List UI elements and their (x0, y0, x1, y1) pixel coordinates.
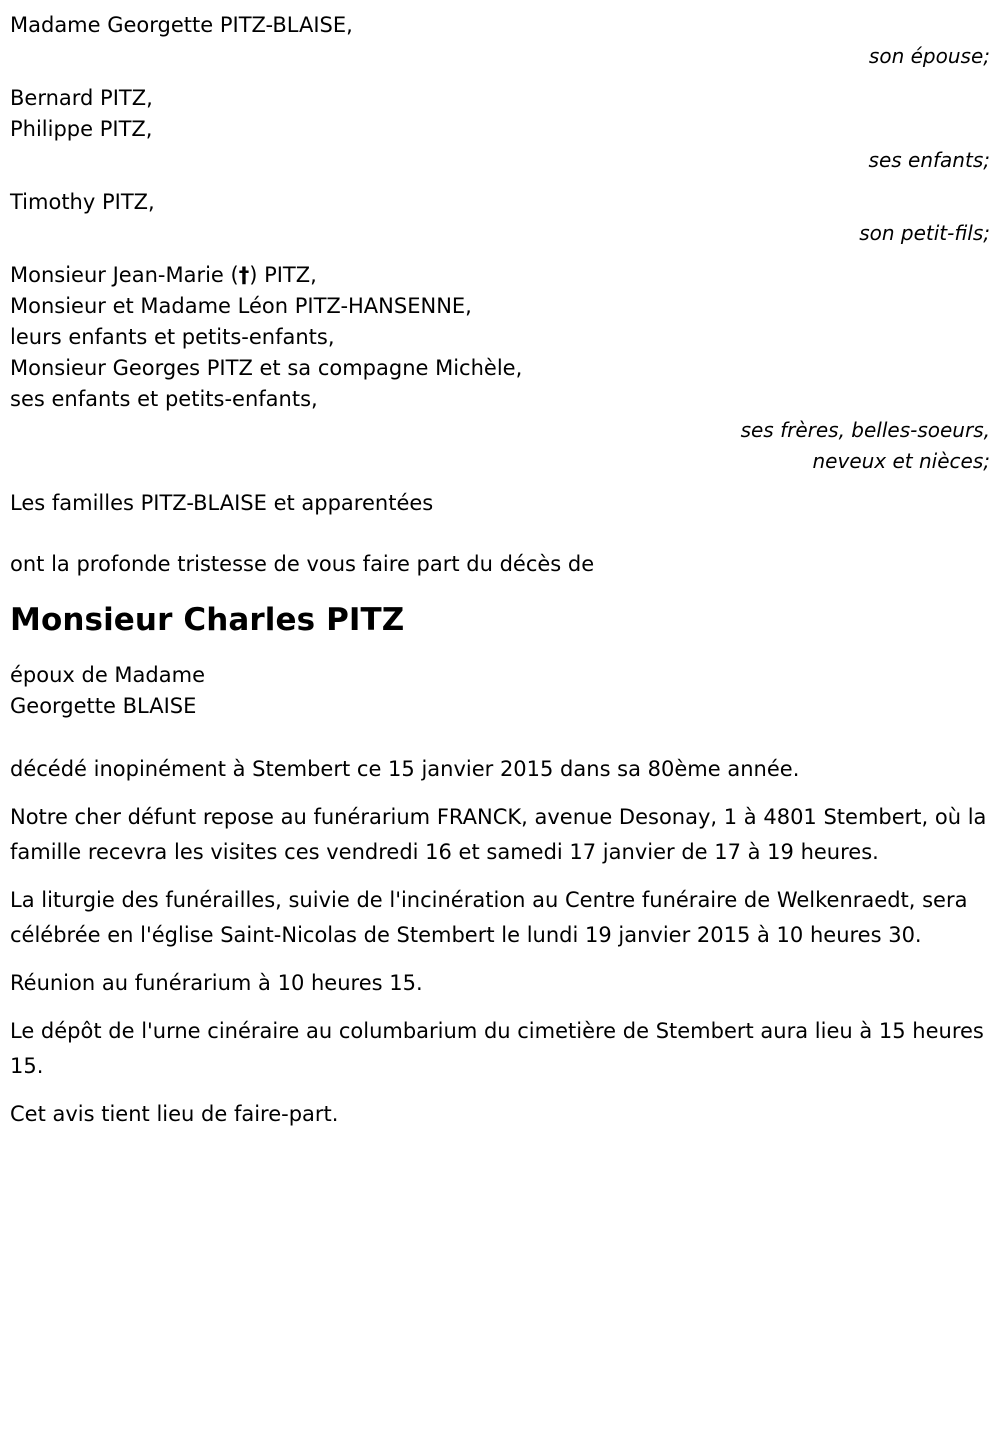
dagger-icon: † (238, 263, 250, 287)
spacer (10, 519, 990, 549)
paragraph-urn: Le dépôt de l'urne cinéraire au columbarium du cimetière de Stembert aura lieu à 15 heures 15. (10, 1019, 984, 1078)
survivor-name: Monsieur et Madame Léon PITZ-HANSENNE, (10, 294, 472, 318)
spouse-intro: époux de Madame (10, 663, 205, 687)
spacer (10, 72, 990, 83)
survivor-names (10, 260, 990, 415)
survivor-group-spouse (10, 10, 990, 72)
survivor-names (10, 10, 990, 41)
spacer (10, 176, 990, 187)
families-line: Les familles PITZ-BLAISE et apparentées (10, 491, 434, 515)
survivor-names (10, 83, 990, 145)
relation-label-children: ses enfants; (868, 148, 990, 172)
survivor-group-children (10, 83, 990, 176)
survivor-name: Madame Georgette PITZ-BLAISE, (10, 13, 353, 37)
spacer (10, 477, 990, 488)
survivor-name: ses enfants et petits-enfants, (10, 387, 318, 411)
survivor-name: Timothy PITZ, (10, 190, 155, 214)
survivor-names (10, 187, 990, 218)
paragraph-reunion: Réunion au funérarium à 10 heures 15. (10, 971, 423, 995)
paragraph-funerarium: Notre cher défunt repose au funérarium FRANCK, avenue Desonay, 1 à 4801 Stembert, où la famille recevra les visites ces vendredi 16 et samedi 17 janvier de 17 à 19 heures. (10, 805, 987, 864)
spacer (10, 249, 990, 260)
announcement-text: ont la profonde tristesse de vous faire part du décès de (10, 552, 595, 576)
relation-label-spouse: son épouse; (868, 44, 990, 68)
survivor-group-siblings (10, 260, 990, 477)
paragraph-liturgy: La liturgie des funérailles, suivie de l'incinération au Centre funéraire de Welkenraedt, sera célébrée en l'église Saint-Nicolas de Stembert le lundi 19 janvier 2015 à 10 heures 30. (10, 888, 968, 947)
survivor-group-grandson (10, 187, 990, 249)
spacer (10, 640, 990, 660)
survivor-name: Bernard PITZ, (10, 86, 153, 110)
paragraph-death: décédé inopinément à Stembert ce 15 janvier 2015 dans sa 80ème année. (10, 757, 800, 781)
survivor-name: Monsieur Georges PITZ et sa compagne Michèle, (10, 356, 523, 380)
survivor-name: Philippe PITZ, (10, 117, 153, 141)
survivor-name: leurs enfants et petits-enfants, (10, 325, 335, 349)
spouse-name: Georgette BLAISE (10, 694, 197, 718)
relation-label-grandson: son petit-fils; (859, 221, 990, 245)
relation-label-siblings: ses frères, belles-soeurs, neveux et nièces; (740, 418, 990, 473)
survivor-name: Monsieur Jean-Marie (†) PITZ, (10, 263, 317, 287)
deceased-name: Monsieur Charles PITZ (10, 602, 405, 638)
spacer (10, 722, 990, 752)
paragraph-notice: Cet avis tient lieu de faire-part. (10, 1102, 339, 1126)
spacer (10, 580, 990, 600)
